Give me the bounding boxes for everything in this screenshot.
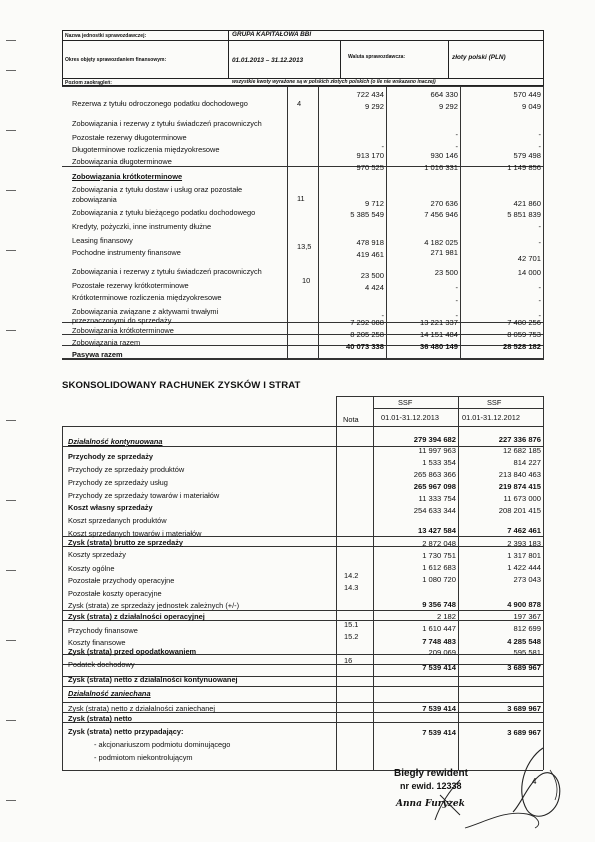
column-divider [336, 426, 337, 770]
balance-value: 5 385 549 [350, 210, 384, 219]
balance-total-label: Pasywa razem [72, 350, 123, 359]
income-value: 2 872 048 [422, 539, 456, 548]
income-row-label: Podatek dochodowy [68, 660, 135, 669]
balance-value: 1 149 856 [507, 163, 541, 172]
balance-value: - [381, 142, 384, 151]
income-row-note: 15.1 [344, 620, 359, 629]
income-value: 254 633 344 [413, 506, 456, 515]
income-row-label: Zysk (strata) netto z działalności zaniechanej [68, 704, 216, 713]
balance-row-label: Zobowiązania i rezerwy z tytułu świadczeń pracowniczych [72, 267, 262, 276]
income-row-note: 15.2 [344, 632, 359, 641]
income-row-label: Koszt sprzedanych produktów [68, 516, 167, 525]
income-value: 9 356 748 [422, 600, 456, 609]
income-value: 11 997 963 [418, 446, 456, 455]
income-value: 208 201 415 [498, 506, 541, 515]
auditor-name: Anna Furyzek [396, 799, 465, 809]
page-number: 4 [532, 777, 537, 786]
balance-value: 478 918 [356, 238, 384, 247]
income-value: 11 333 754 [418, 494, 456, 503]
balance-value: - [538, 311, 541, 320]
balance-row-note: 4 [297, 99, 302, 108]
balance-row-label: Pochodne instrumenty finansowe [72, 248, 181, 257]
balance-row-label: zobowiązania [72, 195, 117, 204]
income-value: 1 317 801 [507, 551, 541, 560]
margin-tick [6, 70, 16, 71]
income-row-label: Zysk (strata) brutto ze sprzedaży [68, 538, 183, 547]
header-divider [62, 40, 544, 41]
balance-value: - [455, 130, 458, 139]
balance-value: 970 525 [356, 163, 384, 172]
income-row-note: 16 [344, 656, 353, 665]
column-divider [336, 396, 337, 426]
header-divider [340, 41, 341, 78]
income-value: 265 863 366 [413, 470, 456, 479]
income-row-label: Koszty ogólne [68, 564, 115, 573]
income-value: 227 336 876 [498, 435, 541, 444]
income-row-label: - akcjonariuszom podmiotu dominującego [94, 740, 231, 749]
signature-icon [455, 740, 575, 835]
row-rule [62, 702, 543, 703]
balance-value: 1 016 331 [424, 163, 458, 172]
income-value: 279 394 682 [413, 435, 456, 444]
income-row-label: Przychody ze sprzedaży usług [68, 478, 168, 487]
balance-value: 913 170 [356, 151, 384, 160]
income-row-label: Koszty sprzedaży [68, 550, 126, 559]
income-col-note: Nota [343, 415, 359, 424]
table-border [62, 426, 543, 427]
balance-row-label: Rezerwa z tytułu odroczonego podatku dochodowego [72, 99, 248, 108]
balance-row-label: Zobowiązania z tytułu bieżącego podatku dochodowego [72, 208, 256, 217]
balance-value: 4 424 [364, 283, 384, 292]
income-row-label: - podmiotom niekontrolującym [94, 753, 193, 762]
income-value: 265 967 098 [413, 482, 456, 491]
income-value: 11 673 000 [503, 494, 541, 503]
column-divider [287, 86, 288, 360]
balance-row-label: Pozostałe rezerwy krótkoterminowe [72, 281, 189, 290]
margin-tick [6, 570, 16, 571]
rounding-label: Poziom zaokrągleń: [65, 80, 112, 86]
income-row-label: Przychody ze sprzedaży produktów [68, 465, 185, 474]
income-value: 12 682 185 [502, 446, 541, 455]
balance-value: - [538, 222, 541, 231]
balance-value: 4 182 025 [424, 238, 458, 247]
balance-row-label: Zobowiązania z tytułu dostaw i usług oraz pozostałe [72, 185, 243, 194]
income-value: 7 539 414 [422, 704, 456, 713]
balance-value: 570 449 [513, 90, 541, 99]
rounding-value: wszystkie kwoty wyrażone są w polskich złotych polskich (o ile nie wskazano inaczej) [232, 79, 436, 85]
column-divider [543, 396, 544, 770]
balance-value: 9 292 [438, 102, 458, 111]
period-value: 01.01.2013 – 31.12.2013 [232, 57, 304, 64]
income-value: 814 227 [513, 458, 541, 467]
balance-value: - [538, 238, 541, 247]
income-row-label: Koszty finansowe [68, 638, 126, 647]
income-row-label: Przychody finansowe [68, 626, 138, 635]
balance-value: 419 461 [356, 250, 384, 259]
balance-row-label: Zobowiązania krótkoterminowe [72, 326, 174, 335]
balance-row-label: Zobowiązania razem [72, 338, 141, 347]
balance-value: 722 434 [356, 90, 384, 99]
balance-value: - [455, 311, 458, 320]
income-col-period: 01.01-31.12.2012 [462, 413, 520, 422]
margin-tick [6, 500, 16, 501]
balance-row-note: 10 [302, 276, 311, 285]
income-value: 1 080 720 [422, 575, 456, 584]
income-value: 2 182 [436, 612, 456, 621]
balance-total-value: 40 073 338 [345, 342, 384, 351]
balance-value: - [538, 296, 541, 305]
margin-tick [6, 250, 16, 251]
table-border [62, 86, 544, 87]
income-row-label: Koszt własny sprzedaży [68, 503, 153, 512]
income-value: 1 533 354 [422, 458, 456, 467]
handwritten-mark-icon [430, 775, 470, 825]
balance-value: 421 860 [513, 199, 541, 208]
income-value: 1 422 444 [507, 563, 541, 572]
income-value: 7 462 461 [507, 526, 541, 535]
balance-value: 9 049 [521, 102, 541, 111]
balance-section-heading: Zobowiązania krótkoterminowe [72, 172, 183, 181]
column-divider [543, 86, 544, 360]
income-row-label: Pozostałe koszty operacyjne [68, 589, 162, 598]
income-value: 213 840 463 [498, 470, 541, 479]
row-rule [62, 722, 543, 723]
balance-row-note: 13,5 [297, 242, 312, 251]
balance-value: 23 500 [360, 271, 384, 280]
income-section-heading: Działalność kontynuowana [68, 437, 163, 446]
income-value: 7 748 483 [422, 637, 456, 646]
balance-row-label: Leasing finansowy [72, 236, 133, 245]
income-row-label: Koszt sprzedanych towarów i materiałów [68, 529, 202, 538]
income-row-label: Zysk (strata) ze sprzedaży jednostek zależnych (+/-) [68, 601, 240, 610]
margin-tick [6, 420, 16, 421]
balance-value: 271 981 [430, 248, 458, 257]
income-value: 7 539 414 [422, 728, 456, 737]
income-row-label: Pozostałe przychody operacyjne [68, 576, 175, 585]
income-value: 3 689 967 [507, 663, 541, 672]
margin-tick [6, 130, 16, 131]
balance-value: - [455, 296, 458, 305]
income-value: 1 610 447 [422, 624, 456, 633]
income-value: 209 069 [428, 648, 456, 657]
balance-value: 8 205 258 [350, 330, 384, 339]
header-divider [448, 41, 449, 78]
income-col-ssf: SSF [398, 398, 413, 407]
income-value: 4 285 548 [507, 637, 541, 646]
income-value: 3 689 967 [507, 728, 541, 737]
table-border [336, 396, 543, 397]
currency-value: złoty polski (PLN) [452, 54, 506, 61]
income-row-label: Przychody ze sprzedaży towarów i materiałów [68, 491, 220, 500]
balance-value: 23 500 [434, 268, 458, 277]
balance-row-label: Zobowiązania związane z aktywami trwałymi [72, 307, 219, 316]
balance-value: 7 480 256 [507, 318, 541, 327]
balance-value: - [381, 311, 384, 320]
balance-row-label: Zobowiązania długoterminowe [72, 157, 172, 166]
income-value: 1 612 683 [422, 563, 456, 572]
income-row-label: Zysk (strata) netto przypadający: [68, 727, 184, 736]
entity-value: GRUPA KAPITAŁOWA BBI [232, 31, 312, 38]
balance-value: - [455, 142, 458, 151]
balance-value: 7 292 088 [350, 318, 384, 327]
income-value: 595 581 [513, 648, 541, 657]
balance-value: - [538, 130, 541, 139]
period-label: Okres objęty sprawozdaniem finansowym: [65, 57, 167, 63]
income-row-note: 14.2 [344, 571, 359, 580]
balance-value: - [538, 142, 541, 151]
income-statement-title: SKONSOLIDOWANY RACHUNEK ZYSKÓW I STRAT [62, 380, 301, 391]
balance-value: 14 151 484 [419, 330, 458, 339]
margin-tick [6, 720, 16, 721]
balance-value: 8 059 753 [507, 330, 541, 339]
income-value: 197 367 [513, 612, 541, 621]
balance-total-value: 28 528 182 [502, 342, 541, 351]
balance-row-label: Pozostałe rezerwy długoterminowe [72, 133, 187, 142]
balance-value: 9 712 [364, 199, 384, 208]
balance-value: 579 498 [513, 151, 541, 160]
income-col-period: 01.01-31.12.2013 [381, 413, 439, 422]
balance-row-label: Długoterminowe rozliczenia międzyokresowe [72, 145, 220, 154]
entity-label: Nazwa jednostki sprawozdawczej: [65, 33, 147, 39]
balance-value: 664 330 [430, 90, 458, 99]
balance-row-label: Kredyty, pożyczki, inne instrumenty dłużne [72, 222, 212, 231]
auditor-registration: nr ewid. 12338 [400, 781, 462, 791]
income-section-heading: Działalność zaniechana [68, 689, 151, 698]
income-row-label: Przychody ze sprzedaży [68, 452, 154, 461]
balance-value: - [455, 283, 458, 292]
balance-value: 14 000 [517, 268, 541, 277]
balance-value: 13 221 337 [419, 318, 458, 327]
income-row-label: Zysk (strata) przed opodatkowaniem [68, 647, 197, 656]
margin-tick [6, 800, 16, 801]
row-rule [62, 610, 543, 611]
balance-value: - [538, 283, 541, 292]
auditor-title: Biegły rewident [394, 768, 468, 779]
income-value: 219 874 415 [498, 482, 541, 491]
column-divider [62, 426, 63, 770]
income-value: 273 043 [513, 575, 541, 584]
balance-row-note: 11 [297, 194, 305, 203]
currency-label: Waluta sprawozdawcza: [348, 54, 406, 60]
row-rule [62, 358, 544, 360]
income-row-label: Zysk (strata) netto [68, 714, 133, 723]
balance-value: 270 636 [430, 199, 458, 208]
balance-total-value: 36 480 149 [419, 342, 458, 351]
margin-tick [6, 640, 16, 641]
balance-value: 930 146 [430, 151, 458, 160]
row-rule [62, 686, 543, 687]
header-divider [228, 30, 229, 78]
income-value: 812 699 [513, 624, 541, 633]
income-row-label: Zysk (strata) netto z działalności kontynuowanej [68, 675, 238, 684]
income-value: 3 689 967 [507, 704, 541, 713]
income-row-note: 14.3 [344, 583, 359, 592]
balance-value: 5 851 839 [507, 210, 541, 219]
balance-value: 9 292 [364, 102, 384, 111]
margin-tick [6, 190, 16, 191]
income-value: 4 900 878 [507, 600, 541, 609]
income-value: 2 393 183 [507, 539, 541, 548]
balance-row-label: przeznaczonymi do sprzedaży [72, 316, 172, 325]
balance-row-label: Zobowiązania i rezerwy z tytułu świadczeń pracowniczych [72, 119, 262, 128]
balance-row-label: Krótkoterminowe rozliczenia międzyokresowe [72, 293, 222, 302]
income-value: 1 730 751 [422, 551, 456, 560]
income-row-label: Zysk (strata) z działalności operacyjnej [68, 612, 205, 621]
balance-value: 7 456 946 [424, 210, 458, 219]
income-value: 13 427 584 [417, 526, 456, 535]
margin-tick [6, 330, 16, 331]
margin-tick [6, 40, 16, 41]
income-value: 7 539 414 [422, 663, 456, 672]
income-col-ssf: SSF [487, 398, 502, 407]
balance-value: 42 701 [517, 254, 541, 263]
